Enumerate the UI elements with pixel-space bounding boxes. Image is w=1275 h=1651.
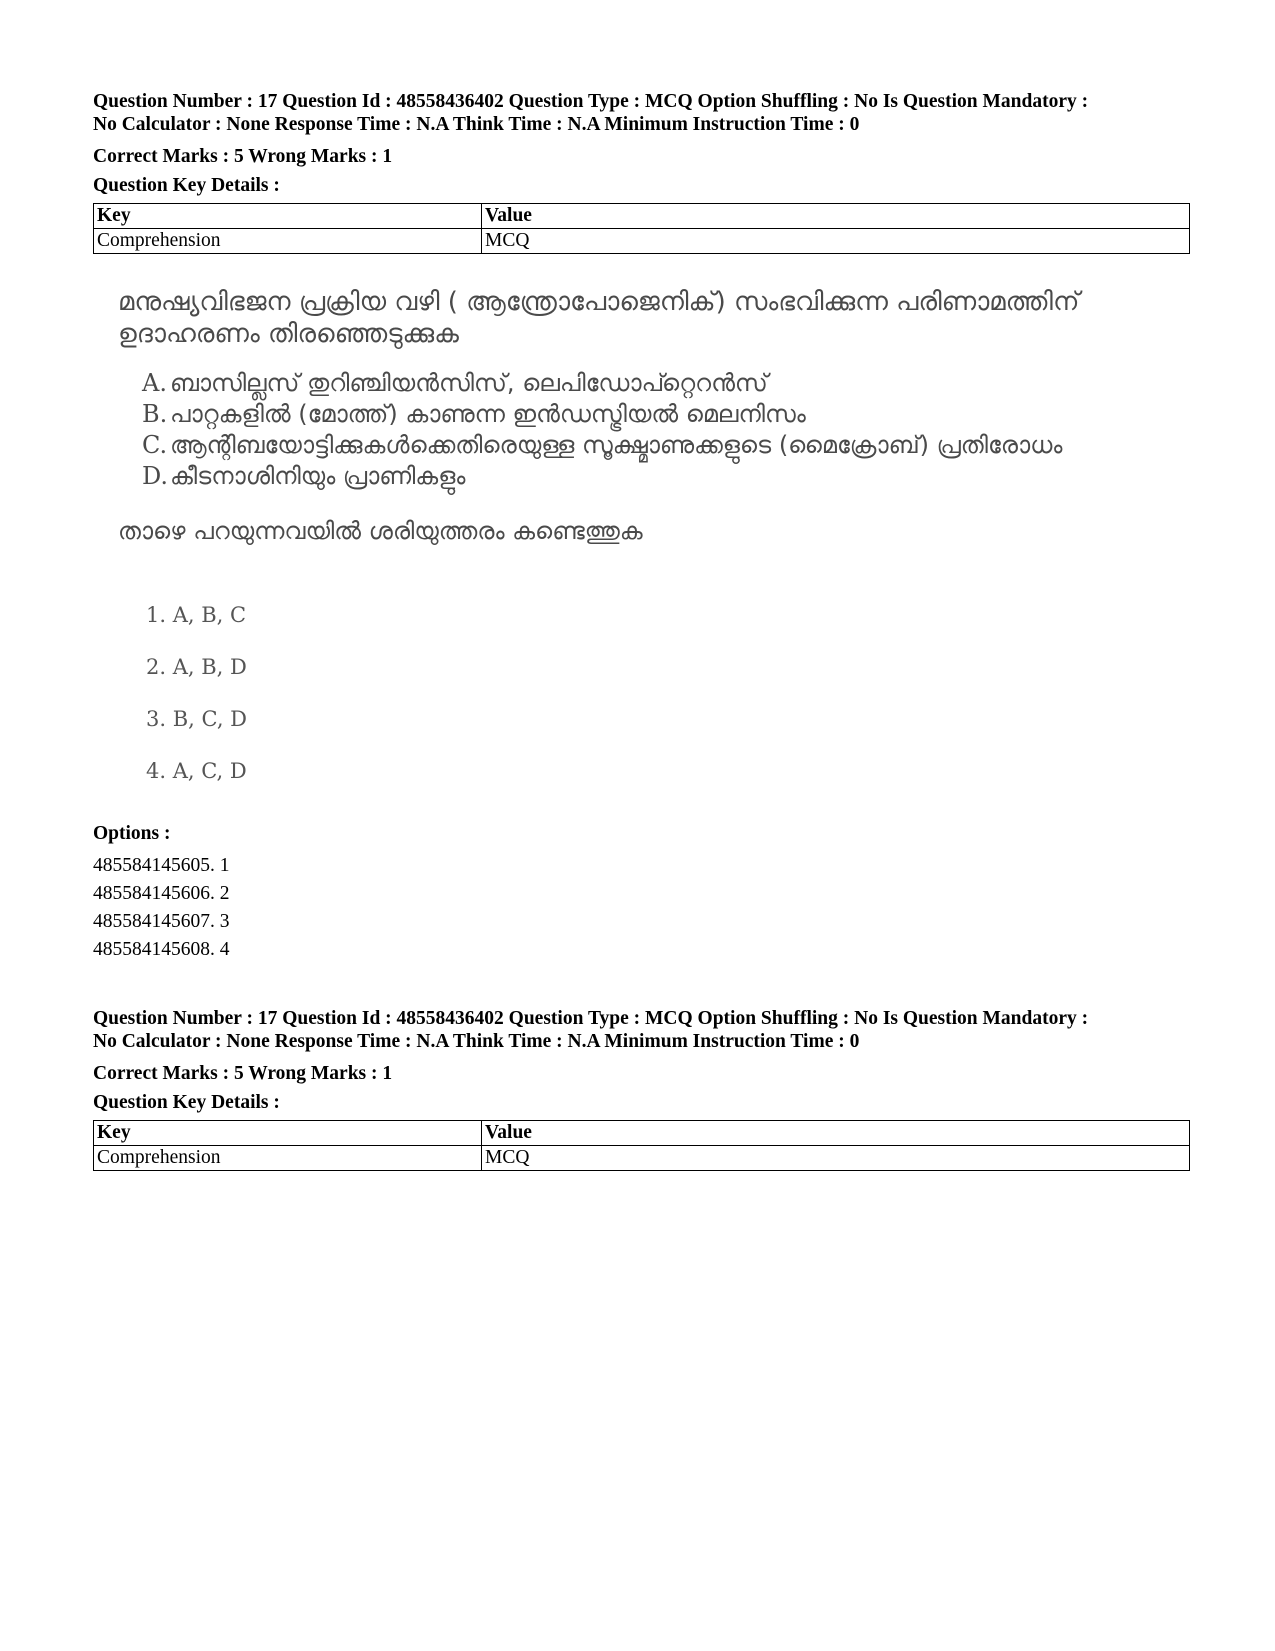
question-meta-line-2: No Calculator : None Response Time : N.A Think Time : N.A Minimum Instruction Time : 0: [93, 114, 860, 135]
key-details-label-1: [93, 174, 1190, 197]
marks-line-2: [93, 1062, 1190, 1085]
key-details-table-1: [93, 203, 1190, 254]
key-details-text: Question Key Details :: [93, 175, 280, 196]
statement-text: ആന്റിബയോട്ടിക്കുകൾക്കെതിരെയുള്ള സൂക്ഷ്മാണുക്കളുടെ (മൈക്രോബ്) പ്രതിരോധം: [170, 431, 1063, 459]
table-row: [94, 1146, 1190, 1171]
table-header-key: Key: [94, 1121, 482, 1146]
question-prompt: താഴെ പറയുന്നവയിൽ ശരിയുത്തരം കണ്ടെത്തുക: [118, 517, 643, 545]
options-label: Options :: [93, 823, 171, 844]
statement-label: B.: [142, 400, 168, 428]
question-header-2: [93, 1007, 1190, 1053]
table-header-row: [94, 204, 1190, 229]
table-header-value: Value: [482, 1121, 1190, 1146]
choice-2: 2. A, B, D: [146, 655, 247, 679]
key-details-text: Question Key Details :: [93, 1092, 280, 1113]
key-details-label-2: [93, 1091, 1190, 1114]
statement-a: [142, 368, 1118, 399]
table-cell-key: Comprehension: [94, 1146, 482, 1171]
statement-text: ബാസില്ലസ് തുറിഞ്ചിയൻസിസ്, ലെപിഡോപ്റ്റെറൻസ്: [170, 369, 768, 397]
table-cell-key: Comprehension: [94, 229, 482, 254]
statement-text: കീടനാശിനിയും പ്രാണികളും: [170, 462, 466, 490]
table-header-key: Key: [94, 204, 482, 229]
option-item: 485584145605. 1: [93, 855, 230, 876]
marks-text: Correct Marks : 5 Wrong Marks : 1: [93, 1063, 393, 1084]
question-meta-line-1: Question Number : 17 Question Id : 48558436402 Question Type : MCQ Option Shuffling : No Is Question Mandatory :: [93, 1008, 1089, 1029]
choice-3: 3. B, C, D: [146, 707, 248, 731]
option-item: 485584145608. 4: [93, 939, 230, 960]
statement-label: C.: [142, 431, 168, 459]
option-item: 485584145606. 2: [93, 883, 230, 904]
question-meta-line-2: No Calculator : None Response Time : N.A Think Time : N.A Minimum Instruction Time : 0: [93, 1031, 860, 1052]
choice-1: 1. A, B, C: [146, 603, 247, 627]
table-header-row: [94, 1121, 1190, 1146]
options-section: [93, 822, 1190, 964]
marks-line-1: [93, 145, 1190, 168]
statement-c: [142, 430, 1118, 461]
statement-label: A.: [142, 369, 167, 397]
option-item: 485584145607. 3: [93, 911, 230, 932]
statement-d: [142, 461, 1118, 492]
question-stem: മനുഷ്യവിഭജന പ്രക്രിയ വഴി ( ആന്ത്രോപോജെനിക്) സംഭവിക്കുന്ന പരിണാമത്തിന് ഉദാഹരണം തിരഞ്ഞെടുക്കുക: [118, 287, 1080, 349]
statement-text: പാറ്റകളിൽ (മോത്ത്) കാണുന്ന ഇൻഡസ്ട്രിയൽ മെലനിസം: [170, 400, 806, 428]
marks-text: Correct Marks : 5 Wrong Marks : 1: [93, 146, 393, 167]
question-image: [108, 286, 1118, 546]
choice-4: 4. A, C, D: [146, 759, 247, 783]
table-row: [94, 229, 1190, 254]
table-cell-value: MCQ: [482, 1146, 1190, 1171]
question-header-1: [93, 90, 1190, 136]
key-details-table-2: [93, 1120, 1190, 1171]
table-header-value: Value: [482, 204, 1190, 229]
statement-b: [142, 399, 1118, 430]
table-cell-value: MCQ: [482, 229, 1190, 254]
question-meta-line-1: Question Number : 17 Question Id : 48558436402 Question Type : MCQ Option Shuffling : No Is Question Mandatory :: [93, 91, 1089, 112]
statement-label: D.: [142, 462, 169, 490]
